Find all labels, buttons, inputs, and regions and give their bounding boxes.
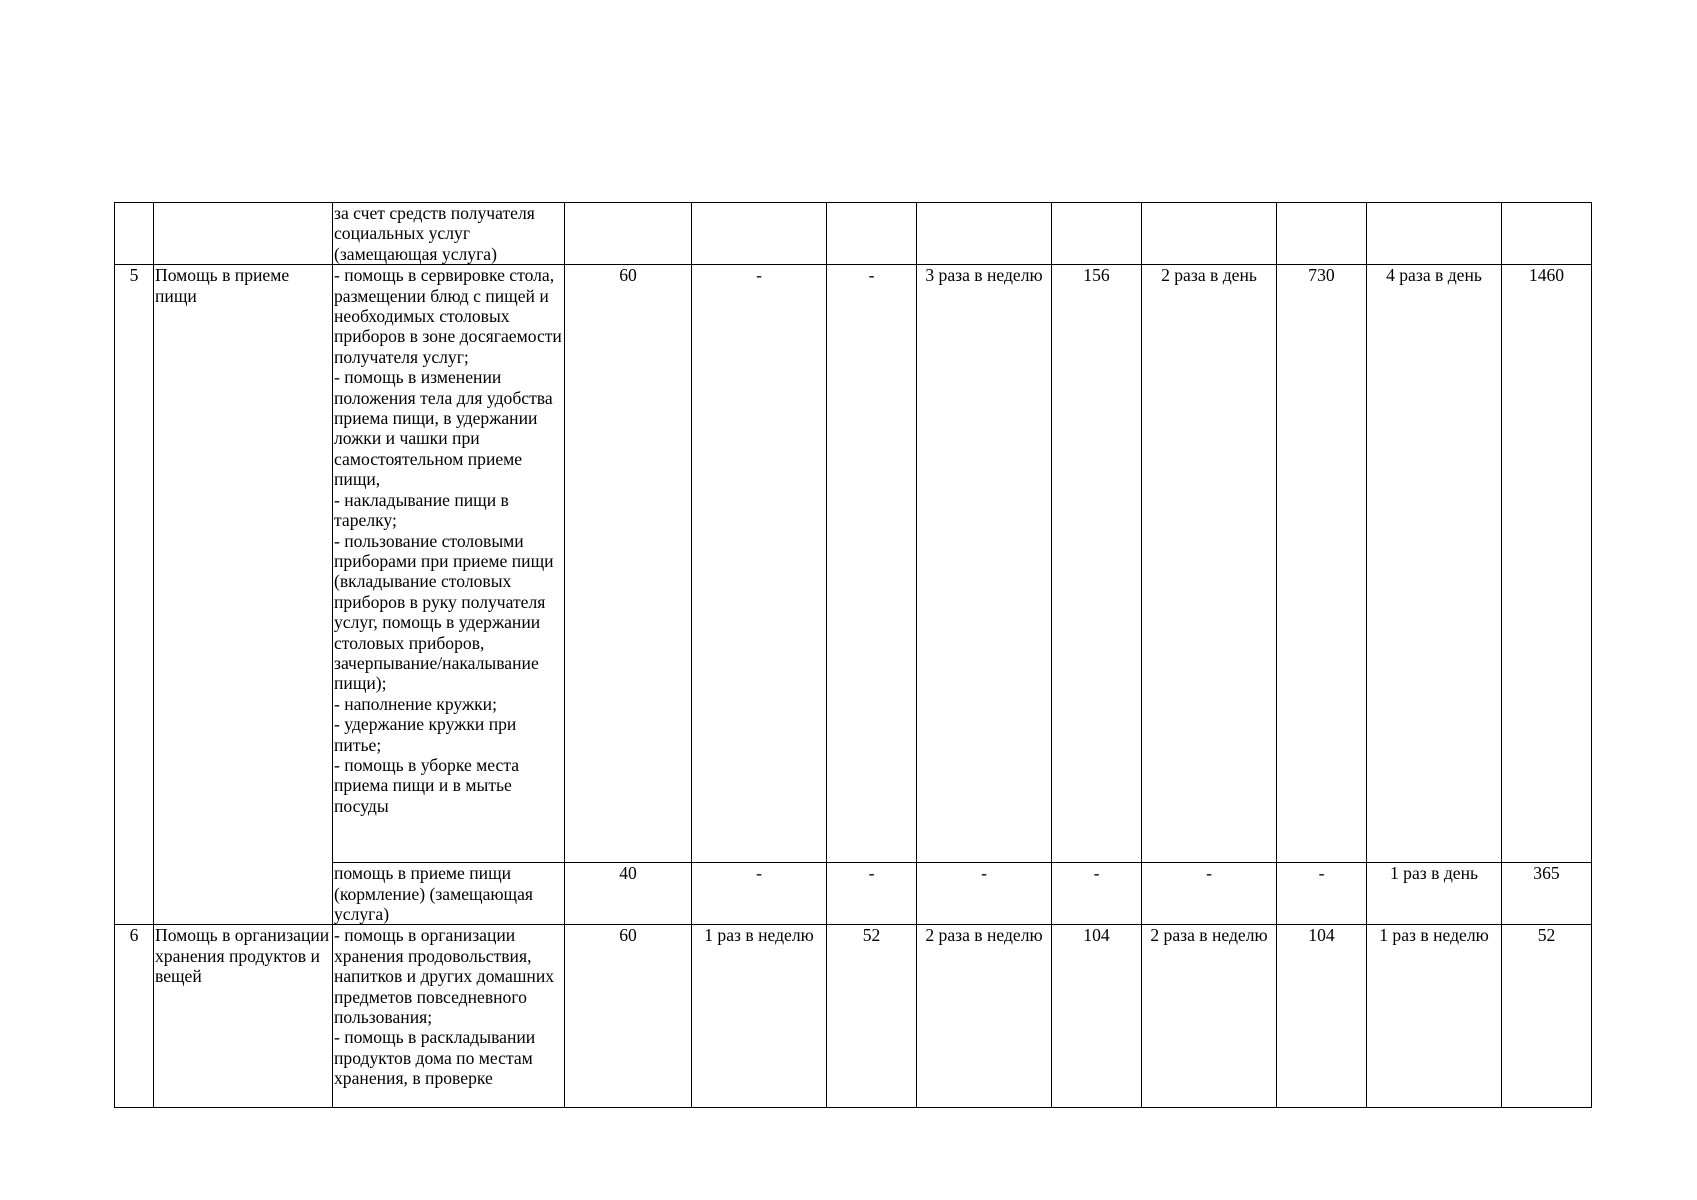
description-line: - удержание кружки при питье; [334,714,517,755]
table-cell: 1 раз в день [1367,863,1502,925]
table-cell [692,203,827,265]
row-number [115,203,154,265]
table-cell [917,203,1052,265]
table-cell: 60 [565,925,692,1108]
table-cell: 2 раза в день [1142,265,1277,863]
table-cell: - [692,265,827,863]
table-cell: - [1052,863,1142,925]
service-description [333,925,565,1108]
table-cell [827,203,917,265]
table-cell: - [827,265,917,863]
description-line: - помощь в изменении положения тела для удобства приема пищи, в удержании ложки и чашки при самостоятельном приеме пищи, [334,367,553,490]
table-cell [1277,203,1367,265]
table-cell: - [917,863,1052,925]
table-cell: 365 [1502,863,1592,925]
table-cell: 4 раза в день [1367,265,1502,863]
table-cell [1142,203,1277,265]
table-cell: 730 [1277,265,1367,863]
table-cell: 40 [565,863,692,925]
table-cell: 104 [1052,925,1142,1108]
services-table [114,202,1592,1108]
service-name: Помощь в организации хранения продуктов и вещей [154,925,333,1108]
table-cell: - [1142,863,1277,925]
table-cell: - [1277,863,1367,925]
description-line: - помощь в раскладывании продуктов дома по местам хранения, в проверке [334,1027,536,1089]
table-row [115,265,1592,863]
table-cell: - [692,863,827,925]
description-line: - помощь в сервировке стола, размещении блюд с пищей и необходимых столовых приборов в зоне досягаемости получателя услуг; [334,265,562,367]
table-cell: 2 раза в неделю [1142,925,1277,1108]
description-line: - помощь в организации хранения продовольствия, напитков и других домашних предметов повседневного пользования; [334,925,555,1028]
table-cell [1052,203,1142,265]
table-cell [1367,203,1502,265]
service-name [154,203,333,265]
description-line: за счет средств получателя социальных услуг (замещающая услуга) [334,203,535,264]
table-cell: 1460 [1502,265,1592,863]
row-number: 6 [115,925,154,1108]
table-cell: 1 раз в неделю [1367,925,1502,1108]
service-description [333,203,565,265]
table-cell [565,203,692,265]
table-cell: 52 [827,925,917,1108]
description-line: - помощь в уборке места приема пищи и в мытье посуды [334,754,520,816]
table-row [115,925,1592,1108]
description-line: - накладывание пищи в тарелку; [334,489,509,531]
description-line: - пользование столовыми приборами при приеме пищи (вкладывание столовых приборов в руку получателя услуг, помощь в удержании столовых приборов, зачерпывание/накалывание пищи); [334,530,554,694]
table-row [115,863,1592,925]
table-cell [1502,203,1592,265]
service-description [333,863,565,925]
table-cell: 60 [565,265,692,863]
table-row [115,203,1592,265]
table-cell: 104 [1277,925,1367,1108]
service-description [333,265,565,863]
table-cell: 3 раза в неделю [917,265,1052,863]
table-cell: 1 раз в неделю [692,925,827,1108]
table-cell: 2 раза в неделю [917,925,1052,1108]
table-cell: 156 [1052,265,1142,863]
table-cell: 52 [1502,925,1592,1108]
description-line: помощь в приеме пищи (кормление) (замещающая услуга) [334,863,533,925]
table-cell: - [827,863,917,925]
service-name: Помощь в приеме пищи [154,265,333,925]
description-line: - наполнение кружки; [334,693,497,714]
row-number: 5 [115,265,154,925]
